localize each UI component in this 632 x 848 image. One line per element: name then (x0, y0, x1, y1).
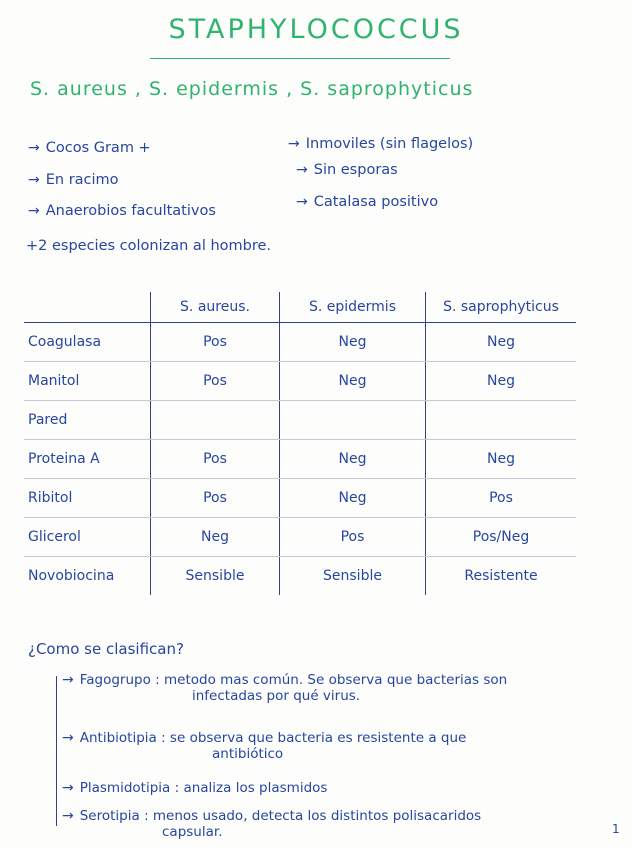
arrow-icon: → (28, 140, 40, 156)
arrow-icon: → (62, 672, 74, 688)
row-label: Proteina A (24, 440, 151, 479)
arrow-icon: → (62, 780, 74, 796)
table-cell (280, 401, 426, 440)
table-header-row (24, 292, 576, 323)
comparison-table (24, 292, 576, 595)
table-cell: Pos (151, 362, 280, 401)
table-row (24, 362, 576, 401)
classification-question: ¿Como se clasifican? (28, 640, 184, 658)
page-number: 1 (612, 822, 620, 836)
table-cell (151, 401, 280, 440)
column-header: S. epidermis (280, 292, 426, 323)
row-label: Coagulasa (24, 323, 151, 362)
feature-left-1: → Cocos Gram + (28, 140, 151, 156)
row-label: Glicerol (24, 518, 151, 557)
table-cell: Pos/Neg (426, 518, 577, 557)
table-row (24, 323, 576, 362)
table-cell: Neg (280, 323, 426, 362)
table-cell: Pos (151, 440, 280, 479)
table-row (24, 557, 576, 596)
feature-left-3: → Anaerobios facultativos (28, 203, 216, 219)
method-name: Plasmidotipia (79, 780, 171, 796)
title-underline (150, 58, 450, 59)
table-cell: Pos (426, 479, 577, 518)
table-cell: Pos (151, 323, 280, 362)
table-cell: Neg (280, 440, 426, 479)
row-label: Ribitol (24, 479, 151, 518)
table-cell: Neg (426, 362, 577, 401)
method-desc: : se observa que bacteria es resistente a que (161, 730, 467, 746)
table-cell: Sensible (280, 557, 426, 596)
method-desc-cont: infectadas por qué virus. (192, 688, 361, 704)
method-desc-cont: antibiótico (212, 746, 284, 762)
table-corner (24, 292, 151, 323)
table-cell (426, 401, 577, 440)
method-desc-cont: capsular. (162, 824, 223, 840)
table-cell: Pos (151, 479, 280, 518)
page-title: STAPHYLOCOCCUS (168, 14, 464, 45)
method-name: Fagogrupo (79, 672, 151, 688)
row-label: Manitol (24, 362, 151, 401)
feature-left-2: → En racimo (28, 172, 119, 188)
row-label: Pared (24, 401, 151, 440)
table-cell: Sensible (151, 557, 280, 596)
arrow-icon: → (28, 203, 40, 219)
method-desc: : metodo mas común. Se observa que bacterias son (155, 672, 508, 688)
column-header: S. saprophyticus (426, 292, 577, 323)
method-bracket (56, 676, 57, 826)
table-row (24, 401, 576, 440)
table-cell: Neg (280, 362, 426, 401)
method-item (62, 672, 507, 704)
feature-right-2: → Sin esporas (296, 162, 398, 178)
arrow-icon: → (296, 162, 308, 178)
table-cell: Neg (426, 440, 577, 479)
method-name: Serotipia (79, 808, 140, 824)
arrow-icon: → (28, 172, 40, 188)
method-name: Antibiotipia (79, 730, 157, 746)
table-cell: Neg (280, 479, 426, 518)
method-item (62, 780, 327, 796)
table-row (24, 479, 576, 518)
table-row (24, 440, 576, 479)
feature-right-3: → Catalasa positivo (296, 194, 439, 210)
table-cell: Pos (280, 518, 426, 557)
feature-right-1: → Inmoviles (sin flagelos) (288, 136, 474, 152)
species-line: S. aureus , S. epidermis , S. saprophyticus (30, 78, 474, 100)
table-row (24, 518, 576, 557)
method-item (62, 730, 466, 762)
method-desc: : analiza los plasmidos (174, 780, 328, 796)
arrow-icon: → (62, 730, 74, 746)
table-cell: Resistente (426, 557, 577, 596)
method-desc: : menos usado, detecta los distintos polisacaridos (144, 808, 482, 824)
species-note: +2 especies colonizan al hombre. (26, 238, 272, 254)
table-cell: Neg (151, 518, 280, 557)
table-cell: Neg (426, 323, 577, 362)
column-header: S. aureus. (151, 292, 280, 323)
method-item (62, 808, 481, 840)
arrow-icon: → (62, 808, 74, 824)
row-label: Novobiocina (28, 568, 115, 584)
arrow-icon: → (288, 136, 300, 152)
arrow-icon: → (296, 194, 308, 210)
